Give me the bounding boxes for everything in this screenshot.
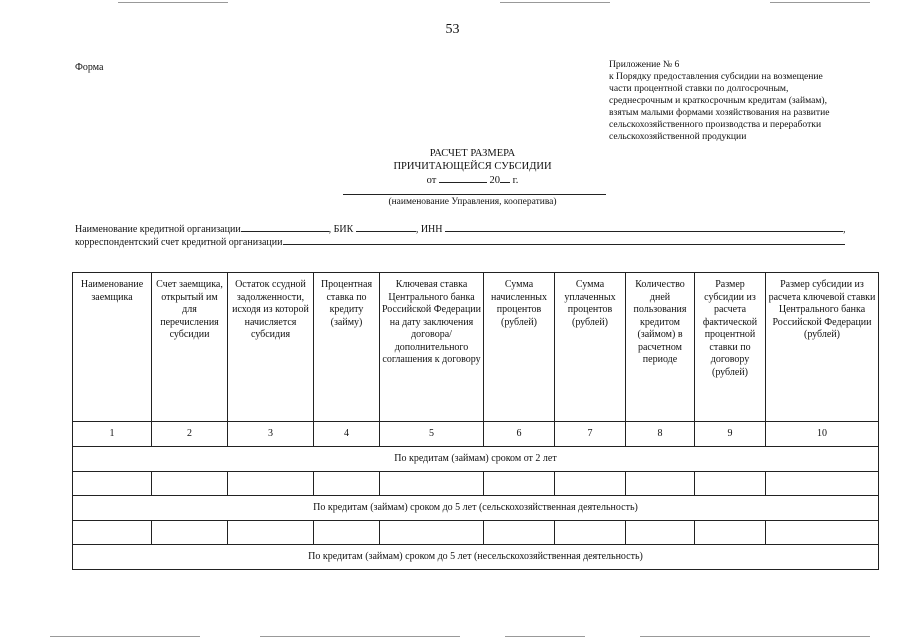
column-number: 8 bbox=[626, 422, 695, 447]
credit-org-line: Наименование кредитной организации , БИК , ИНН , bbox=[75, 224, 846, 235]
column-number: 3 bbox=[228, 422, 314, 447]
column-number: 2 bbox=[152, 422, 228, 447]
column-header: Количество дней пользования кредитом (займом) в расчетном периоде bbox=[626, 273, 695, 422]
table-cell[interactable] bbox=[152, 521, 228, 545]
table-cell[interactable] bbox=[695, 472, 766, 496]
appendix-line: взятым малыми формами хозяйствования на развитие bbox=[609, 107, 830, 118]
inn-blank[interactable] bbox=[445, 222, 843, 232]
table-header-row bbox=[73, 273, 879, 422]
column-header: Размер субсидии из расчета ключевой ставки Центрального банка Российской Федерации (рублей) bbox=[766, 273, 879, 422]
top-edge-line-1 bbox=[118, 2, 228, 3]
table-cell[interactable] bbox=[380, 521, 484, 545]
table-cell[interactable] bbox=[766, 472, 879, 496]
corr-account-line: корреспондентский счет кредитной организации bbox=[75, 235, 845, 248]
table-cell[interactable] bbox=[152, 472, 228, 496]
table-cell[interactable] bbox=[380, 472, 484, 496]
table-cell[interactable] bbox=[626, 472, 695, 496]
table-row bbox=[73, 521, 879, 545]
organization-caption: (наименование Управления, кооператива) bbox=[388, 197, 557, 207]
column-header: Процентная ставка по кредиту (займу) bbox=[314, 273, 380, 422]
table-cell[interactable] bbox=[73, 521, 152, 545]
bottom-edge-line-1 bbox=[50, 636, 200, 637]
column-number: 7 bbox=[555, 422, 626, 447]
section-row bbox=[73, 496, 879, 521]
table-cell[interactable] bbox=[73, 472, 152, 496]
column-number: 6 bbox=[484, 422, 555, 447]
top-edge-line-2 bbox=[500, 2, 610, 3]
column-number-row bbox=[73, 422, 879, 447]
column-number: 4 bbox=[314, 422, 380, 447]
page-number: 53 bbox=[445, 22, 460, 37]
column-header: Остаток ссудной задолженности, исходя из которой начисляется субсидия bbox=[228, 273, 314, 422]
document-title bbox=[300, 147, 645, 187]
table-cell[interactable] bbox=[626, 521, 695, 545]
section-row bbox=[73, 447, 879, 472]
table-cell[interactable] bbox=[766, 521, 879, 545]
table-cell[interactable] bbox=[695, 521, 766, 545]
column-number: 5 bbox=[380, 422, 484, 447]
column-header: Счет заемщика, открытый им для перечисления субсидии bbox=[152, 273, 228, 422]
date-day-blank[interactable] bbox=[439, 173, 487, 183]
appendix-line: Приложение № 6 bbox=[609, 59, 680, 70]
column-header: Ключевая ставка Центрального банка Российской Федерации на дату заключения договора/ дополнительного соглашения к договору bbox=[380, 273, 484, 422]
column-number: 9 bbox=[695, 422, 766, 447]
top-edge-line-3 bbox=[770, 2, 870, 3]
bottom-edge-line-2 bbox=[260, 636, 460, 637]
column-header: Наименование заемщика bbox=[73, 273, 152, 422]
title-date: от 20 г. bbox=[426, 175, 519, 186]
form-label: Форма bbox=[75, 62, 104, 73]
organization-name-blank[interactable] bbox=[343, 194, 606, 195]
corr-account-blank[interactable] bbox=[283, 235, 845, 245]
column-number: 1 bbox=[73, 422, 152, 447]
appendix-line: сельскохозяйственного производства и переработки bbox=[609, 119, 822, 130]
table-cell[interactable] bbox=[555, 472, 626, 496]
column-header: Сумма начисленных процентов (рублей) bbox=[484, 273, 555, 422]
section-title: По кредитам (займам) сроком до 5 лет (сельскохозяйственная деятельность) bbox=[73, 496, 879, 521]
appendix-line: среднесрочным и краткосрочным кредитам (займам), bbox=[609, 95, 828, 106]
appendix-reference bbox=[609, 59, 879, 143]
column-number: 10 bbox=[766, 422, 879, 447]
table-cell[interactable] bbox=[484, 472, 555, 496]
title-line-1: РАСЧЕТ РАЗМЕРА bbox=[429, 148, 516, 159]
section-title: По кредитам (займам) сроком от 2 лет bbox=[73, 447, 879, 472]
appendix-line: части процентной ставки по долгосрочным, bbox=[609, 83, 789, 94]
column-header: Размер субсидии из расчета фактической процентной ставки по договору (рублей) bbox=[695, 273, 766, 422]
appendix-line: к Порядку предоставления субсидии на возмещение bbox=[609, 71, 823, 82]
section-title: По кредитам (займам) сроком до 5 лет (несельскохозяйственная деятельность) bbox=[73, 545, 879, 570]
bottom-edge-line-4 bbox=[640, 636, 870, 637]
table-cell[interactable] bbox=[228, 472, 314, 496]
date-year-blank[interactable] bbox=[500, 173, 510, 183]
appendix-line: сельскохозяйственной продукции bbox=[609, 131, 747, 142]
subsidy-calculation-table bbox=[72, 272, 879, 570]
credit-org-name-blank[interactable] bbox=[241, 222, 329, 232]
bottom-edge-line-3 bbox=[505, 636, 585, 637]
table-row bbox=[73, 472, 879, 496]
table-cell[interactable] bbox=[314, 472, 380, 496]
section-row bbox=[73, 545, 879, 570]
table-cell[interactable] bbox=[484, 521, 555, 545]
table-cell[interactable] bbox=[314, 521, 380, 545]
column-header: Сумма уплаченных процентов (рублей) bbox=[555, 273, 626, 422]
table-cell[interactable] bbox=[228, 521, 314, 545]
table-cell[interactable] bbox=[555, 521, 626, 545]
title-line-2: ПРИЧИТАЮЩЕЙСЯ СУБСИДИИ bbox=[393, 161, 552, 172]
bik-blank[interactable] bbox=[356, 222, 416, 232]
